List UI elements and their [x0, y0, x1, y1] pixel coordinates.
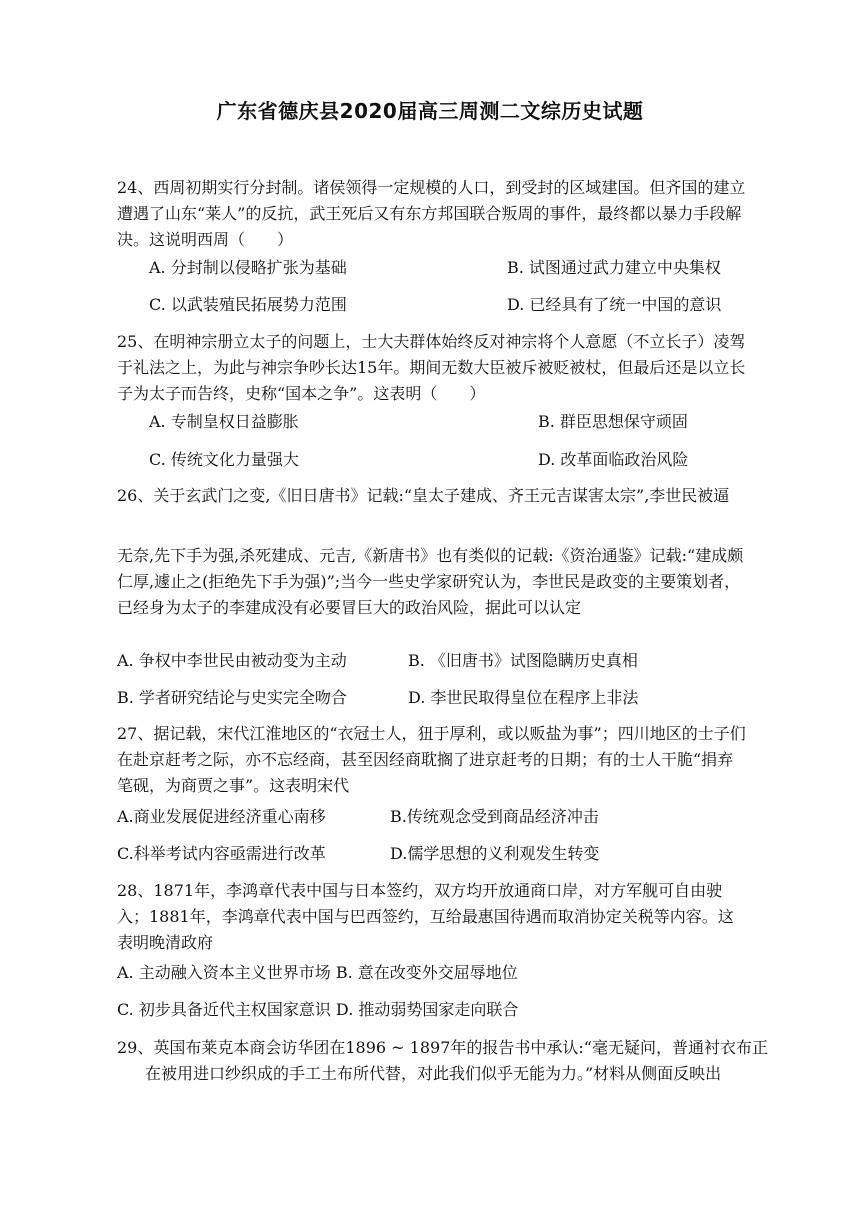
question-26-stem-continued: 无奈,先下手为强,杀死建成、元吉,《新唐书》也有类似的记载:《资治通鉴》记载:“建成颇仁厚,遽止之(拒绝先下手为强)”;当今一些史学家研究认为，李世民是政变的主要策划者，已经身为太子的李建成没有必要冒巨大的政治风险，据此可以认定 — [117, 546, 744, 617]
question-28-stem: 28、1871年，李鸿章代表中国与日本签约，双方均开放通商口岸，对方军舰可自由驶入；1881年，李鸿章代表中国与巴西签约，互给最惠国待遇而取消协定关税等内容。这表明晚清政府 — [117, 881, 734, 952]
question-25-stem: 25、在明神宗册立太子的问题上，士大夫群体始终反对神宗将个人意愿（不立长子）凌驾于礼法之上，为此与神宗争吵长达15年。期间无数大臣被斥被贬被杖，但最后还是以立长子为太子而告终，史称“国本之争”。这表明（ ） — [117, 332, 746, 403]
question-24-stem: 24、西周初期实行分封制。诸侯领得一定规模的人口，到受封的区域建国。但齐国的建立遭遇了山东“莱人”的反抗，武王死后又有东方邦国联合叛周的事件，最终都以暴力手段解决。这说明西周（ ） — [117, 178, 746, 249]
question-25-option-d: D. 改革面临政治风险 — [538, 450, 689, 469]
question-27-option-b: B.传统观念受到商品经济冲击 — [390, 807, 599, 826]
question-28-options-cd: C. 初步具备近代主权国家意识 D. 推动弱势国家走向联合 — [117, 1000, 519, 1019]
question-24-option-a: A. 分封制以侵略扩张为基础 — [149, 258, 347, 277]
question-26-option-d: D. 李世民取得皇位在程序上非法 — [408, 688, 639, 707]
question-27-option-c: C.科举考试内容亟需进行改革 — [117, 844, 326, 863]
question-26-option-b: B. 《旧唐书》试图隐瞒历史真相 — [408, 651, 638, 670]
question-24-option-c: C. 以武装殖民拓展势力范围 — [149, 295, 347, 314]
question-25-option-c: C. 传统文化力量强大 — [149, 450, 299, 469]
question-28-options-ab: A. 主动融入资本主义世界市场 B. 意在改变外交屈辱地位 — [117, 963, 518, 982]
question-26-option-c: B. 学者研究结论与史实完全吻合 — [117, 688, 347, 707]
page-title: 广东省德庆县2020届高三周测二文综历史试题 — [216, 99, 644, 123]
question-25-option-b: B. 群臣思想保守顽固 — [538, 412, 688, 431]
question-27-option-a: A.商业发展促进经济重心南移 — [117, 807, 326, 826]
question-25-option-a: A. 专制皇权日益膨胀 — [149, 412, 299, 431]
question-27-option-d: D.儒学思想的义利观发生转变 — [390, 844, 600, 863]
question-26-stem: 26、关于玄武门之变,《旧日唐书》记载:“皇太子建成、齐王元吉谋害太宗”,李世民被逼 — [117, 486, 730, 505]
question-24-option-b: B. 试图通过武力建立中央集权 — [507, 258, 721, 277]
question-24-option-d: D. 已经具有了统一中国的意识 — [507, 295, 722, 314]
question-26-option-a: A. 争权中李世民由被动变为主动 — [117, 651, 347, 670]
question-27-stem: 27、据记载，宋代江淮地区的“衣冠士人，狃于厚利，或以贩盐为事”；四川地区的士子们在赴京赶考之际，亦不忘经商，甚至因经商耽搁了进京赶考的日期；有的士人干脆“捐弃笔砚，为商贾之事”。这表明宋代 — [117, 724, 746, 795]
question-29-stem: 29、英国布莱克本商会访华团在1896 ~ 1897年的报告书中承认:“毫无疑问，普通衬衣布正在被用进口纱织成的手工土布所代替，对此我们似乎无能为力。”材料从侧面反映出 — [117, 1038, 768, 1083]
